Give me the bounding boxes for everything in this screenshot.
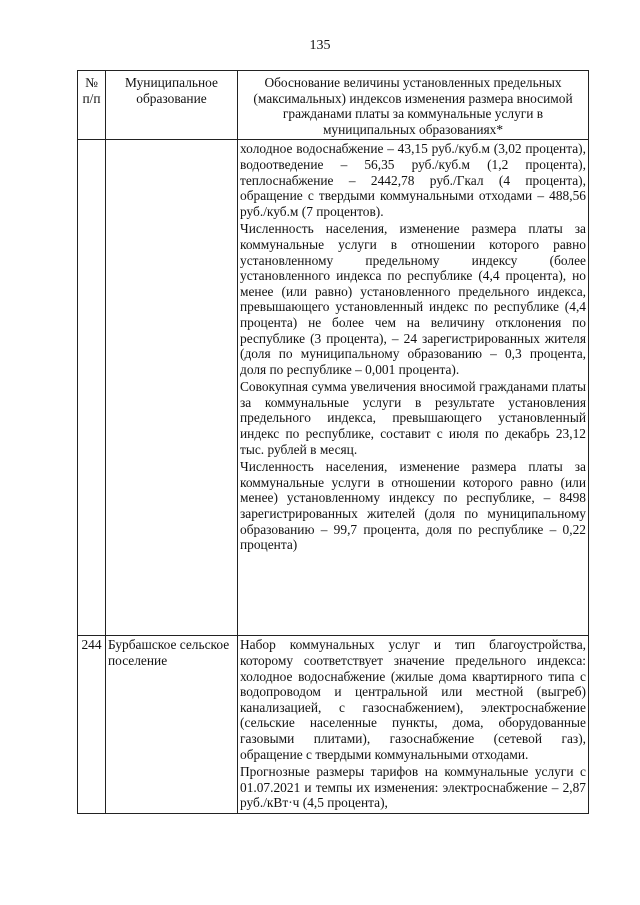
row-justification [238, 140, 589, 636]
justification-paragraph: Прогнозные размеры тарифов на коммунальные услуги с 01.07.2021 и темпы их изменения: электроснабжение – 2,87 руб./кВт·ч (4,5 процента), [240, 764, 586, 811]
justification-paragraph: Численность населения, изменение размера платы за коммунальные услуги в отношении которого равно (или менее) установленному индексу по республике, – 8498 зарегистрированных жителей (доля по муниципальному образованию – 99,7 процента, доля по республике – 0,22 процента) [240, 459, 586, 553]
row-number [78, 140, 106, 636]
table-header-row [78, 71, 589, 140]
row-municipality [106, 140, 238, 636]
row-municipality: Бурбашское сельское поселение [106, 636, 238, 814]
row-justification [238, 636, 589, 814]
page-number: 135 [309, 38, 331, 53]
header-justification: Обоснование величины установленных предельных (максимальных) индексов изменения размера вносимой гражданами платы за коммунальные услуги в муниципальных образованиях* [238, 71, 589, 140]
table-row [78, 140, 589, 636]
header-municipality: Муниципальное образование [106, 71, 238, 140]
justification-paragraph: Совокупная сумма увеличения вносимой гражданами платы за коммунальные услуги в результате установления предельного индекса, превышающего установленный индекс по республике, составит с июля по декабрь 23,12 тыс. рублей в месяц. [240, 379, 586, 457]
justification-paragraph: Численность населения, изменение размера платы за коммунальные услуги в отношении которого равно установленному предельному индексу (более установленного индекса по республике (4,4 процента), но менее (или равно) установленного предельного индекса, превышающего установленный индекс по республике (4,4 процента) не более чем на величину отклонения по республике (3 процента), – 24 зарегистрированных жителя (доля по муниципальному образованию – 0,3 процента, доля по республике – 0,001 процента). [240, 221, 586, 377]
table-row [78, 636, 589, 814]
justification-paragraph: Набор коммунальных услуг и тип благоустройства, которому соответствует значение предельного индекса: холодное водоснабжение (жилые дома квартирного типа с водопроводом и центральной или местной (выгреб) канализацией, с газоснабжением), электроснабжение (сельские населенные пункты, дома, оборудованные газовыми плитами), газоснабжение (сетевой газ), обращение с твердыми коммунальными отходами. [240, 637, 586, 762]
header-number: № п/п [78, 71, 106, 140]
row-number: 244 [78, 636, 106, 814]
tariff-index-table [77, 70, 589, 814]
justification-paragraph: холодное водоснабжение – 43,15 руб./куб.м (3,02 процента), водоотведение – 56,35 руб./куб.м (1,2 процента), теплоснабжение – 2442,78 руб./Гкал (4 процента), обращение с твердыми коммунальными отходами – 488,56 руб./куб.м (7 процентов). [240, 141, 586, 219]
